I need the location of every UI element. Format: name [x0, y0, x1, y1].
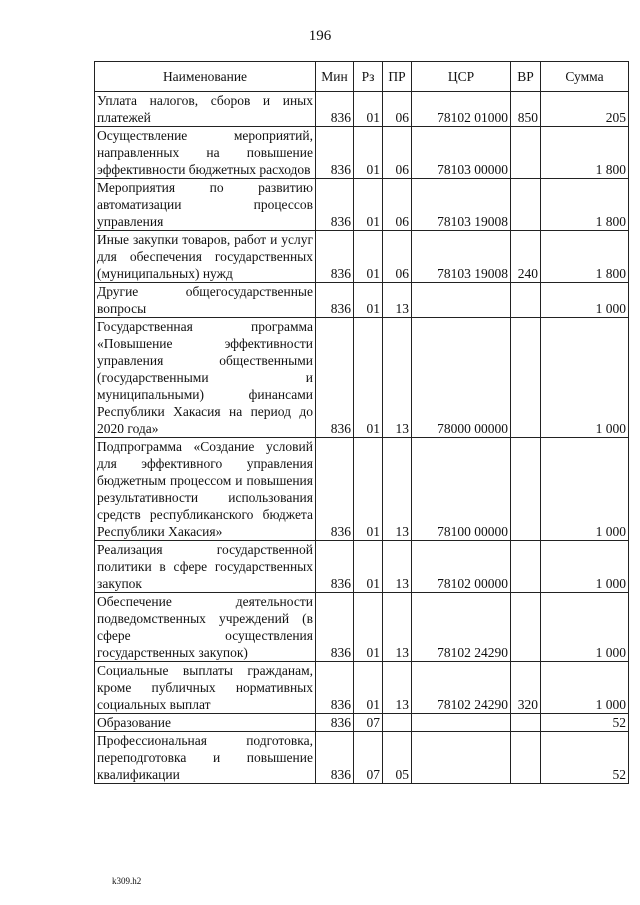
- cell-pr: 06: [383, 179, 412, 231]
- cell-name: Социальные выплаты гражданам, кроме публичных нормативных социальных выплат: [95, 662, 316, 714]
- cell-name: Профессиональная подготовка, переподготовка и повышение квалификации: [95, 732, 316, 784]
- cell-sum: 1 000: [541, 283, 629, 318]
- cell-name: Реализация государственной политики в сфере государственных закупок: [95, 541, 316, 593]
- footer-code: k309.h2: [112, 876, 142, 886]
- cell-rz: 01: [354, 593, 383, 662]
- cell-min: 836: [316, 541, 354, 593]
- cell-csr: 78000 00000: [412, 318, 511, 438]
- cell-pr: 06: [383, 231, 412, 283]
- table-row: [95, 283, 629, 318]
- cell-name: Образование: [95, 714, 316, 732]
- cell-vr: 240: [511, 231, 541, 283]
- cell-pr: 05: [383, 732, 412, 784]
- cell-csr: 78102 01000: [412, 92, 511, 127]
- cell-name: Уплата налогов, сборов и иных платежей: [95, 92, 316, 127]
- cell-rz: 01: [354, 179, 383, 231]
- cell-rz: 01: [354, 662, 383, 714]
- cell-vr: [511, 732, 541, 784]
- cell-csr: 78103 19008: [412, 231, 511, 283]
- page-number: 196: [308, 28, 332, 44]
- cell-min: 836: [316, 714, 354, 732]
- table-row: [95, 593, 629, 662]
- cell-pr: 13: [383, 541, 412, 593]
- cell-name: Мероприятия по развитию автоматизации процессов управления: [95, 179, 316, 231]
- cell-min: 836: [316, 283, 354, 318]
- table-row: [95, 541, 629, 593]
- cell-sum: 1 000: [541, 318, 629, 438]
- cell-csr: [412, 732, 511, 784]
- cell-rz: 01: [354, 283, 383, 318]
- header-pr: ПР: [383, 62, 412, 92]
- cell-pr: 13: [383, 438, 412, 541]
- cell-pr: [383, 714, 412, 732]
- header-row: [95, 62, 629, 92]
- cell-csr: 78103 19008: [412, 179, 511, 231]
- table-row: [95, 92, 629, 127]
- cell-rz: 01: [354, 231, 383, 283]
- table-row: [95, 179, 629, 231]
- cell-min: 836: [316, 593, 354, 662]
- cell-sum: 1 000: [541, 662, 629, 714]
- header-min: Мин: [316, 62, 354, 92]
- cell-rz: 01: [354, 127, 383, 179]
- cell-rz: 01: [354, 318, 383, 438]
- cell-min: 836: [316, 318, 354, 438]
- cell-rz: 07: [354, 714, 383, 732]
- table-row: [95, 127, 629, 179]
- cell-vr: [511, 318, 541, 438]
- cell-csr: 78102 24290: [412, 593, 511, 662]
- cell-min: 836: [316, 127, 354, 179]
- budget-table: [94, 61, 629, 784]
- cell-csr: 78102 00000: [412, 541, 511, 593]
- table-row: [95, 438, 629, 541]
- cell-sum: 52: [541, 714, 629, 732]
- cell-pr: 13: [383, 283, 412, 318]
- header-sum: Сумма: [541, 62, 629, 92]
- cell-csr: 78102 24290: [412, 662, 511, 714]
- cell-rz: 07: [354, 732, 383, 784]
- cell-sum: 1 800: [541, 179, 629, 231]
- header-rz: Рз: [354, 62, 383, 92]
- table-row: [95, 732, 629, 784]
- table-body: [95, 92, 629, 784]
- cell-sum: 1 800: [541, 127, 629, 179]
- table-row: [95, 714, 629, 732]
- cell-sum: 1 000: [541, 438, 629, 541]
- cell-pr: 06: [383, 127, 412, 179]
- cell-rz: 01: [354, 438, 383, 541]
- cell-vr: [511, 714, 541, 732]
- table-row: [95, 662, 629, 714]
- cell-sum: 52: [541, 732, 629, 784]
- cell-vr: [511, 593, 541, 662]
- cell-vr: [511, 283, 541, 318]
- cell-name: Государственная программа «Повышение эффективности управления общественными (государственными и муниципальными) финансами Республики Хакасия на период до 2020 года»: [95, 318, 316, 438]
- cell-name: Обеспечение деятельности подведомственных учреждений (в сфере осуществления государственных закупок): [95, 593, 316, 662]
- cell-csr: [412, 283, 511, 318]
- cell-vr: 320: [511, 662, 541, 714]
- cell-pr: 06: [383, 92, 412, 127]
- header-csr: ЦСР: [412, 62, 511, 92]
- cell-sum: 205: [541, 92, 629, 127]
- cell-vr: [511, 127, 541, 179]
- cell-rz: 01: [354, 541, 383, 593]
- cell-vr: [511, 438, 541, 541]
- cell-vr: 850: [511, 92, 541, 127]
- cell-csr: 78100 00000: [412, 438, 511, 541]
- cell-sum: 1 800: [541, 231, 629, 283]
- cell-vr: [511, 179, 541, 231]
- cell-min: 836: [316, 179, 354, 231]
- cell-name: Другие общегосударственные вопросы: [95, 283, 316, 318]
- cell-pr: 13: [383, 593, 412, 662]
- cell-name: Подпрограмма «Создание условий для эффективного управления бюджетным процессом и повышения результативности использования средств республиканского бюджета Республики Хакасия»: [95, 438, 316, 541]
- cell-min: 836: [316, 662, 354, 714]
- cell-csr: 78103 00000: [412, 127, 511, 179]
- header-vr: ВР: [511, 62, 541, 92]
- cell-vr: [511, 541, 541, 593]
- table-row: [95, 231, 629, 283]
- table-row: [95, 318, 629, 438]
- cell-csr: [412, 714, 511, 732]
- cell-min: 836: [316, 92, 354, 127]
- cell-min: 836: [316, 438, 354, 541]
- table-header: [95, 62, 629, 92]
- cell-sum: 1 000: [541, 593, 629, 662]
- header-name: Наименование: [95, 62, 316, 92]
- cell-min: 836: [316, 732, 354, 784]
- cell-name: Иные закупки товаров, работ и услуг для обеспечения государственных (муниципальных) нужд: [95, 231, 316, 283]
- cell-min: 836: [316, 231, 354, 283]
- cell-pr: 13: [383, 318, 412, 438]
- cell-name: Осуществление мероприятий, направленных на повышение эффективности бюджетных расходов: [95, 127, 316, 179]
- cell-pr: 13: [383, 662, 412, 714]
- cell-rz: 01: [354, 92, 383, 127]
- cell-sum: 1 000: [541, 541, 629, 593]
